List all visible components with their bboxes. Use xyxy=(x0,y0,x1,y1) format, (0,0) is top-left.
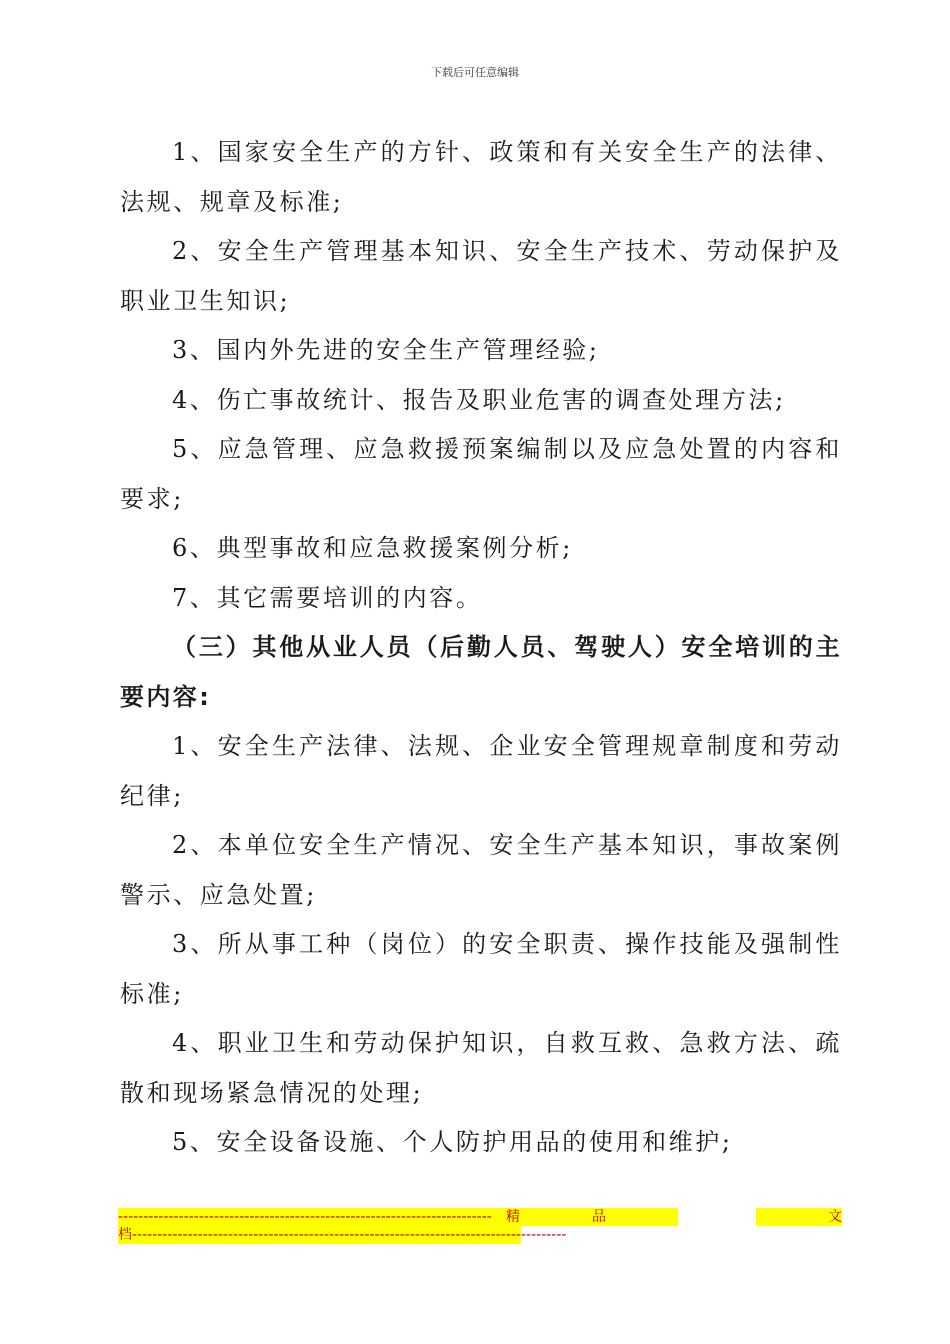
list-item: 3、所从事工种（岗位）的安全职责、操作技能及强制性标准; xyxy=(120,930,842,1008)
footer-dashes: -------------------------------------------------------------------------- xyxy=(118,1209,492,1225)
list-item: 7、其它需要培训的内容。 xyxy=(172,583,483,612)
list-item: 6、典型事故和应急救援案例分析; xyxy=(172,534,573,562)
footer-watermark xyxy=(118,1208,842,1244)
list-item: 2、本单位安全生产情况、安全生产基本知识，事故案例警示、应急处置; xyxy=(120,831,842,909)
list-item: 5、应急管理、应急救援预案编制以及应急处置的内容和要求; xyxy=(120,435,842,513)
footer-dashes: -------------------------------------------------------------------------------------- xyxy=(132,1227,567,1243)
footer-line-1 xyxy=(118,1208,842,1226)
list-item: 4、伤亡事故统计、报告及职业危害的调查处理方法; xyxy=(172,385,786,414)
footer-label xyxy=(438,1208,842,1226)
list-item: 2、安全生产管理基本知识、安全生产技术、劳动保护及职业卫生知识; xyxy=(120,237,842,315)
footer-gap xyxy=(678,1208,756,1226)
list-item: 5、安全设备设施、个人防护用品的使用和维护; xyxy=(172,1128,733,1156)
section-heading: （三）其他从业人员（后勤人员、驾驶人）安全培训的主要内容: xyxy=(120,633,842,711)
list-item: 4、职业卫生和劳动保护知识，自救互救、急救方法、疏散和现场紧急情况的处理; xyxy=(120,1029,842,1107)
document-body xyxy=(120,128,842,1168)
header-note: 下载后可任意编辑 xyxy=(431,66,519,79)
footer-char: 文 xyxy=(828,1209,842,1225)
list-item: 1、安全生产法律、法规、企业安全管理规章制度和劳动纪律; xyxy=(120,732,842,810)
list-item: 3、国内外先进的安全生产管理经验; xyxy=(172,336,600,364)
footer-line-2 xyxy=(118,1226,567,1244)
footer-char: 品 xyxy=(592,1209,606,1225)
list-item: 1、国家安全生产的方针、政策和有关安全生产的法律、法规、规章及标准; xyxy=(120,138,842,216)
footer-char: 精 xyxy=(506,1209,520,1225)
footer-char: 档 xyxy=(118,1227,132,1243)
